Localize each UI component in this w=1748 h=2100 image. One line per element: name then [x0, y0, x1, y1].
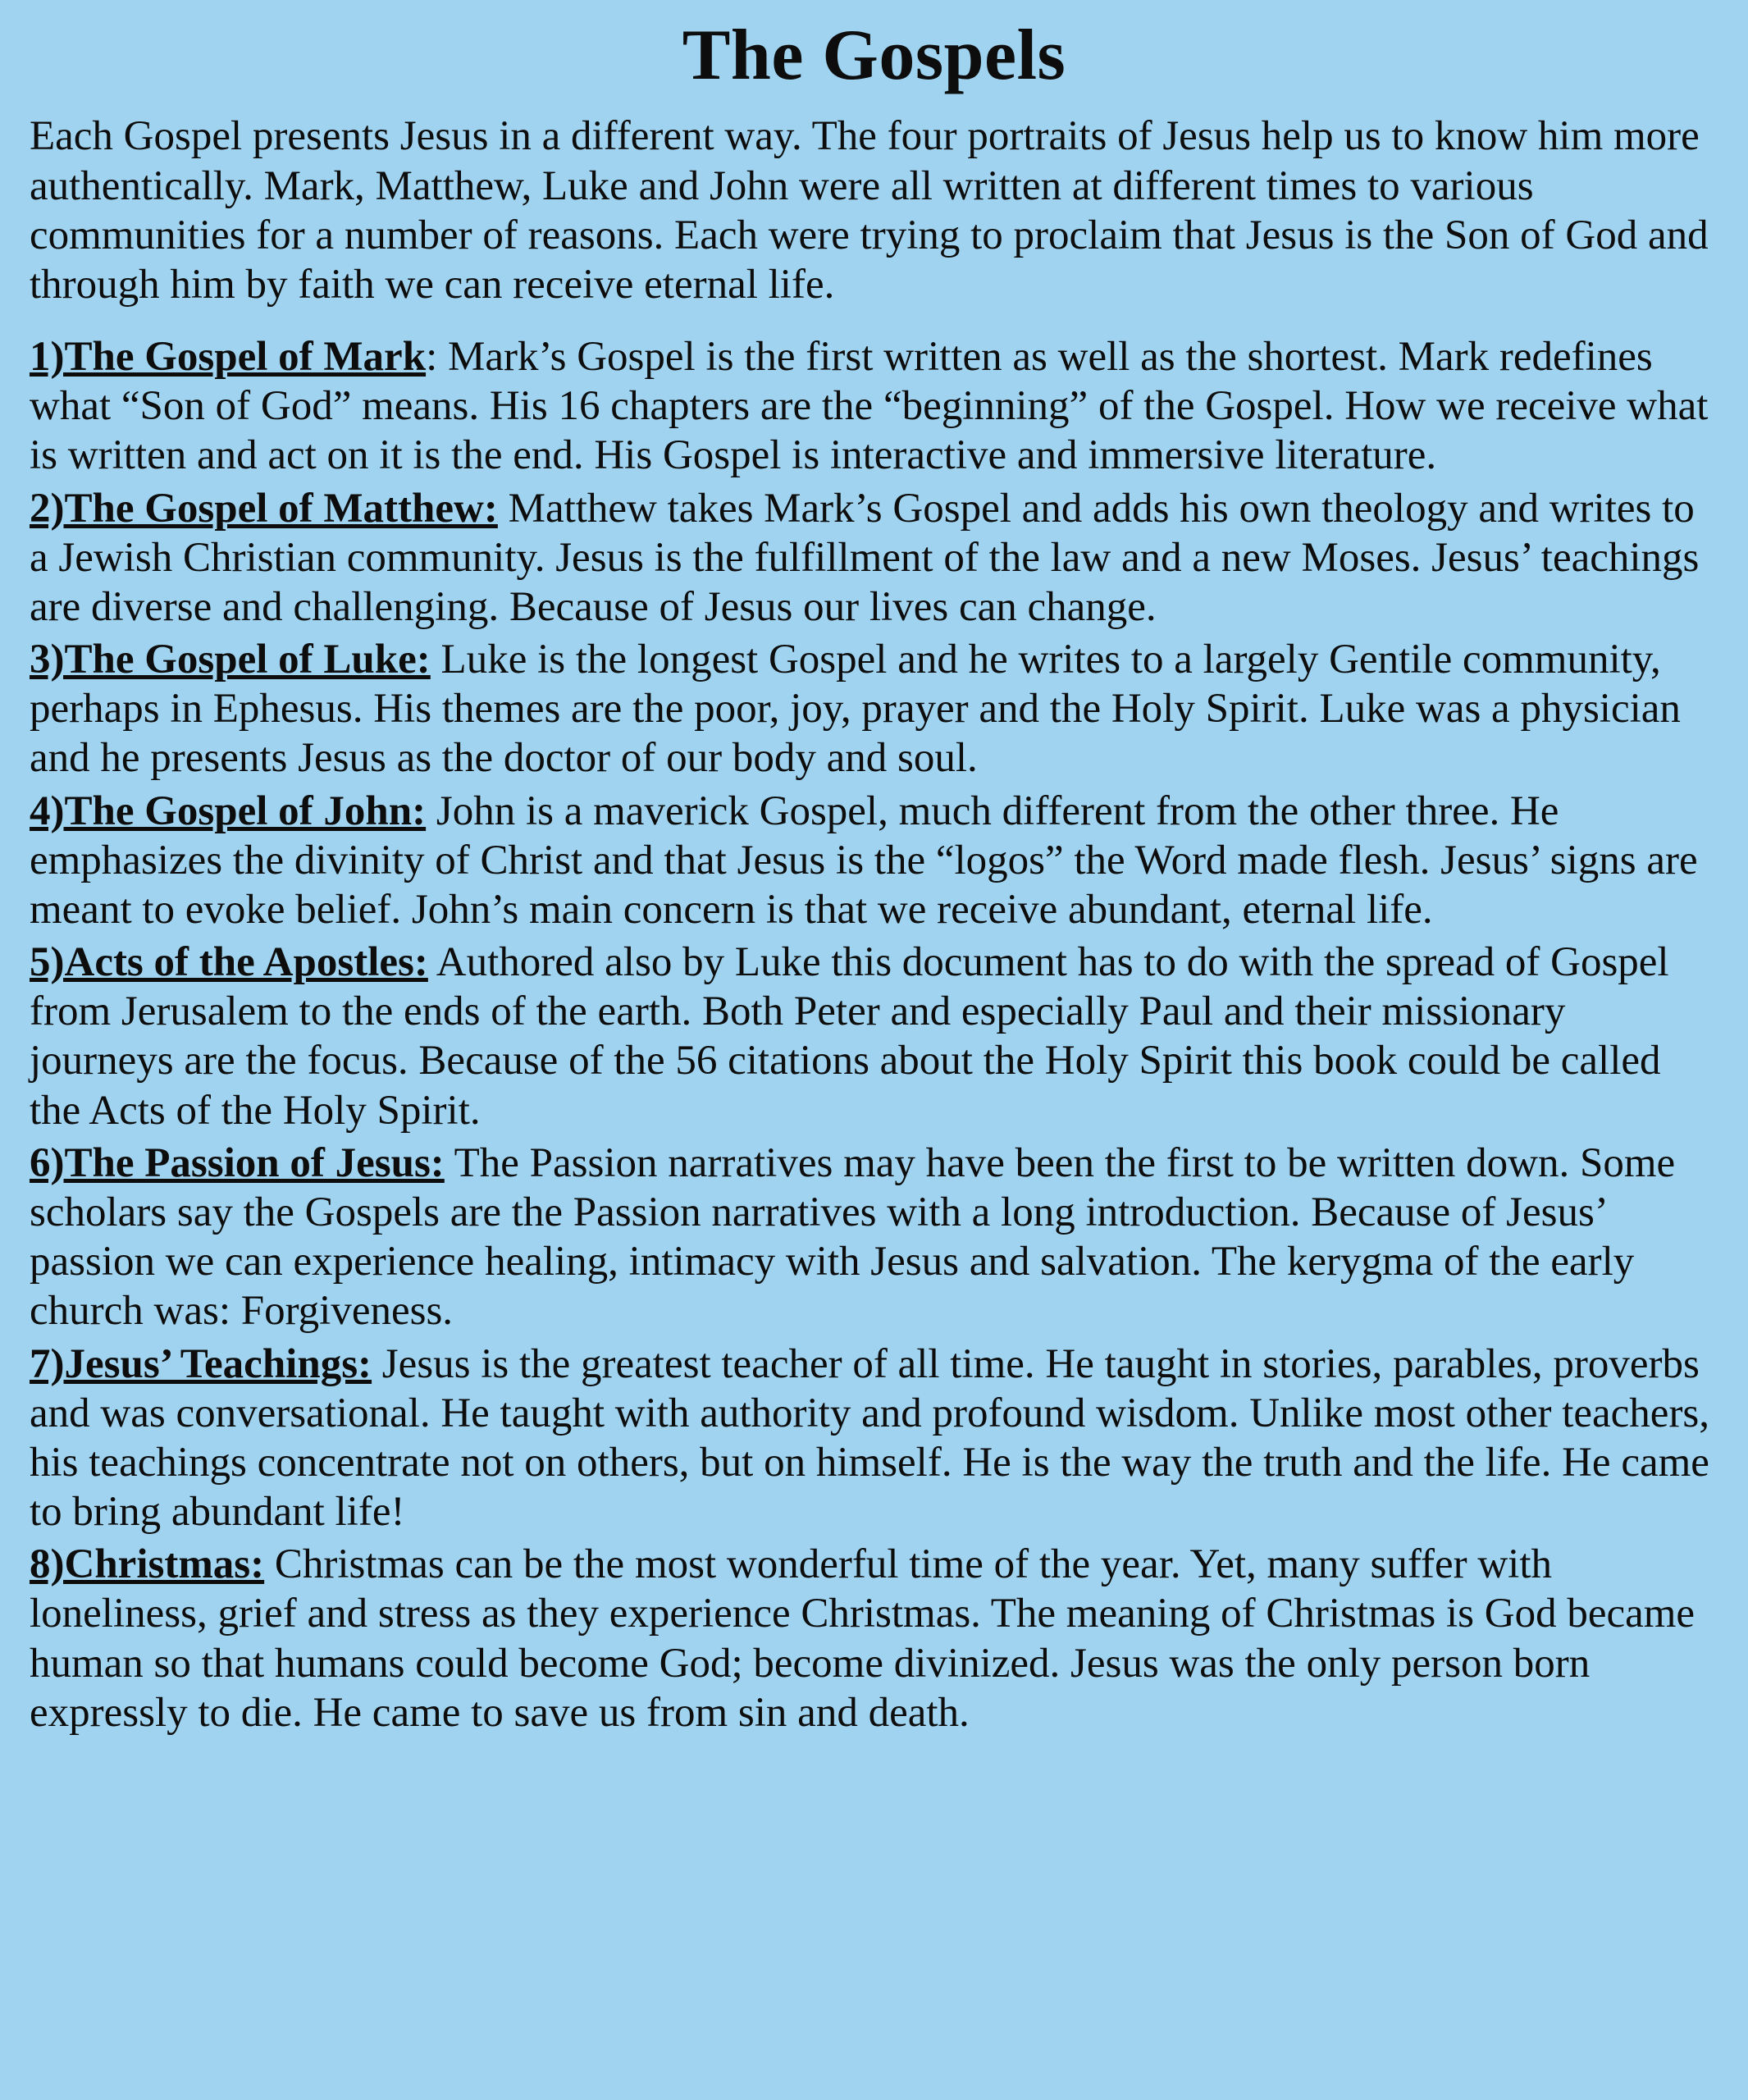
list-item [30, 484, 1718, 632]
entry-number: 6) [30, 1139, 65, 1186]
entry-heading: Jesus’ Teachings: [64, 1340, 372, 1387]
list-item [30, 1540, 1718, 1737]
list-item [30, 635, 1718, 783]
entry-heading: The Gospel of John: [64, 788, 427, 834]
entry-list [30, 332, 1718, 1737]
entry-number: 5) [30, 939, 65, 986]
entry-number: 3) [30, 637, 65, 683]
entry-heading: Acts of the Apostles: [64, 939, 428, 986]
entry-separator: : [426, 334, 438, 381]
entry-body: John is a maverick Gospel, much different from the other three. He emphasizes the divinity of Christ and that Jesus is the “logos” the Word made flesh. Jesus’ signs are meant to evoke belief. John’s main concern is that we receive abundant, eternal life. [30, 788, 1698, 933]
entry-body: Luke is the longest Gospel and he writes to a largely Gentile community, perhaps in Ephesus. His themes are the poor, joy, prayer and the Holy Spirit. Luke was a physician and he presents Jesus as the doctor of our body and soul. [30, 637, 1681, 782]
list-item [30, 332, 1718, 481]
entry-heading: Christmas: [64, 1541, 265, 1588]
entry-body: The Passion narratives may have been the first to be written down. Some scholars say the Gospels are the Passion narratives with a long introduction. Because of Jesus’ passion we can experience healing, intimacy with Jesus and salvation. The kerygma of the early church was: Forgiveness. [30, 1139, 1676, 1335]
entry-body: Mark’s Gospel is the first written as well as the shortest. Mark redefines what “Son of God” means. His 16 chapters are the “beginning” of the Gospel. How we receive what is written and act on it is the end. His Gospel is interactive and immersive literature. [30, 334, 1709, 479]
list-item [30, 1340, 1718, 1537]
page-title: The Gospels [682, 16, 1066, 95]
list-item [30, 787, 1718, 935]
entry-body: Matthew takes Mark’s Gospel and adds his own theology and writes to a Jewish Christian community. Jesus is the fulfillment of the law and a new Moses. Jesus’ teachings are diverse and challenging. Because of Jesus our lives can change. [30, 485, 1700, 630]
list-item [30, 938, 1718, 1135]
entry-number: 4) [30, 788, 65, 834]
entry-body: Christmas can be the most wonderful time of the year. Yet, many suffer with loneliness, grief and stress as they experience Christmas. The meaning of Christmas is God became human so that humans could become God; become divinized. Jesus was the only person born expressly to die. He came to save us from sin and death. [30, 1541, 1696, 1736]
entry-heading: The Gospel of Matthew: [64, 485, 498, 532]
entry-body: Authored also by Luke this document has to do with the spread of Gospel from Jerusalem to the ends of the earth. Both Peter and especially Paul and their missionary journeys are the focus. Because of the 56 citations about the Holy Spirit this book could be called the Acts of the Holy Spirit. [30, 939, 1669, 1134]
entry-heading: The Gospel of Luke: [64, 637, 431, 683]
intro-paragraph: Each Gospel presents Jesus in a different way. The four portraits of Jesus help us to know him more authentically. Mark, Matthew, Luke and John were all written at different times to various communities for a number of reasons. Each were trying to proclaim that Jesus is the Son of God and through him by faith we can receive eternal life. [30, 113, 1709, 308]
entry-number: 1) [30, 334, 65, 381]
entry-body: Jesus is the greatest teacher of all time. He taught in stories, parables, proverbs and was conversational. He taught with authority and profound wisdom. Unlike most other teachers, his teachings concentrate not on others, but on himself. He is the way the truth and the life. He came to bring abundant life! [30, 1340, 1710, 1536]
entry-number: 2) [30, 485, 65, 532]
entry-number: 8) [30, 1541, 65, 1588]
entry-heading: The Gospel of Mark [64, 334, 427, 381]
entry-number: 7) [30, 1340, 65, 1387]
list-item [30, 1139, 1718, 1336]
entry-heading: The Passion of Jesus: [64, 1139, 445, 1186]
